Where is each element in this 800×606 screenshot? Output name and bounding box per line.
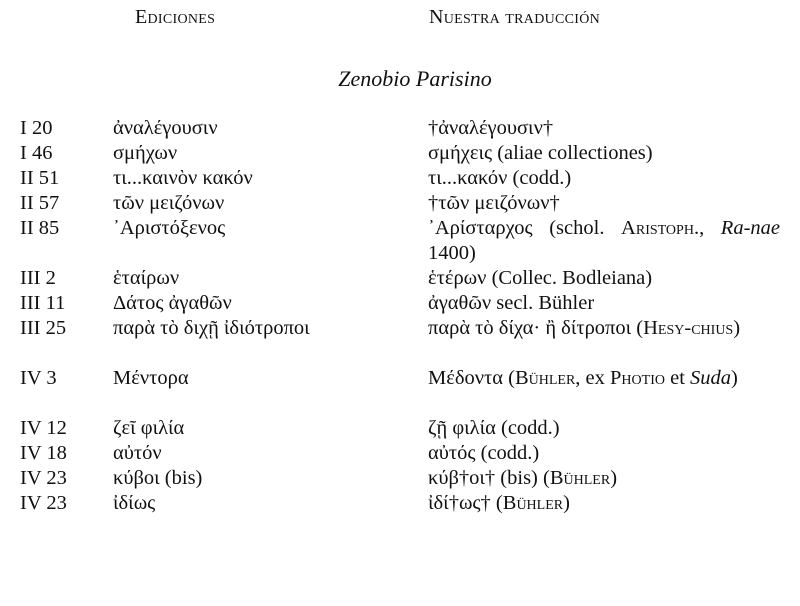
row-edition-reading: τῶν μειζόνων <box>113 192 225 214</box>
row-translation-reading: κύβ†οι† (bis) (Bühler) <box>428 467 618 489</box>
row-translation-reading: αὐτός (codd.) <box>428 442 540 464</box>
row-reference: II 51 <box>20 167 60 189</box>
row-translation-reading: τι...κακόν (codd.) <box>428 167 572 189</box>
row-translation-reading: ζῇ φιλία (codd.) <box>428 417 560 439</box>
row-reference: III 11 <box>20 292 66 314</box>
table-row <box>0 266 800 291</box>
row-edition-reading: ἀναλέγουσιν <box>113 117 218 139</box>
row-translation-reading: ᾿Αρίσταρχος (schol. Aristoph., Ra-nae 1400) <box>428 217 780 264</box>
readings-table <box>0 116 800 516</box>
row-edition-reading: τι...καινὸν κακόν <box>113 167 253 189</box>
column-header-ediciones: Ediciones <box>135 6 216 28</box>
row-edition-reading: ἰδίως <box>113 492 156 514</box>
row-edition-reading: ζεῖ φιλία <box>113 417 185 439</box>
row-edition-reading: αὐτόν <box>113 442 162 464</box>
row-reference: III 2 <box>20 267 56 289</box>
row-translation-reading: σμήχεις (aliae collectiones) <box>428 142 653 164</box>
table-row <box>0 416 800 441</box>
row-reference: I 46 <box>20 142 53 164</box>
row-edition-reading: Μέντορα <box>113 367 189 389</box>
row-translation-reading: †τῶν μειζόνων† <box>428 192 560 214</box>
row-edition-reading: σμήχων <box>113 142 178 164</box>
row-reference: IV 23 <box>20 492 67 514</box>
table-row <box>0 191 800 216</box>
row-edition-reading: ἑταίρων <box>113 267 180 289</box>
section-title: Zenobio Parisino <box>338 66 492 91</box>
table-row <box>0 441 800 466</box>
table-row <box>0 166 800 191</box>
row-translation-reading: ἀγαθῶν secl. Bühler <box>428 292 595 314</box>
row-edition-reading: παρὰ τὸ διχῇ ἰδιότροποι <box>113 317 310 339</box>
table-row <box>0 466 800 491</box>
table-row <box>0 141 800 166</box>
table-row <box>0 491 800 516</box>
row-reference: IV 12 <box>20 417 67 439</box>
table-row <box>0 291 800 316</box>
column-header-traduccion: Nuestra traducción <box>429 6 601 28</box>
row-reference: IV 18 <box>20 442 67 464</box>
table-row <box>0 116 800 141</box>
table-row <box>0 366 800 416</box>
row-translation-reading: †ἀναλέγουσιν† <box>428 117 554 139</box>
row-translation-reading: παρὰ τὸ δίχα· ἢ δίτροποι (Hesy-chius) <box>428 317 741 339</box>
row-edition-reading: ᾿Αριστόξενος <box>113 217 226 239</box>
row-reference: I 20 <box>20 117 53 139</box>
row-translation-reading: ἑτέρων (Collec. Bodleiana) <box>428 267 653 289</box>
table-row <box>0 316 800 366</box>
row-reference: IV 3 <box>20 367 57 389</box>
row-reference: II 57 <box>20 192 60 214</box>
row-edition-reading: κύβοι (bis) <box>113 467 203 489</box>
row-reference: IV 23 <box>20 467 67 489</box>
row-reference: II 85 <box>20 217 60 239</box>
row-reference: III 25 <box>20 317 67 339</box>
table-row <box>0 216 800 266</box>
row-translation-reading: ἰδί†ως† (Bühler) <box>428 492 570 514</box>
row-translation-reading: Μέδοντα (Bühler, ex Photio et Suda) <box>428 367 738 389</box>
row-edition-reading: Δάτος ἀγαθῶν <box>113 292 232 314</box>
